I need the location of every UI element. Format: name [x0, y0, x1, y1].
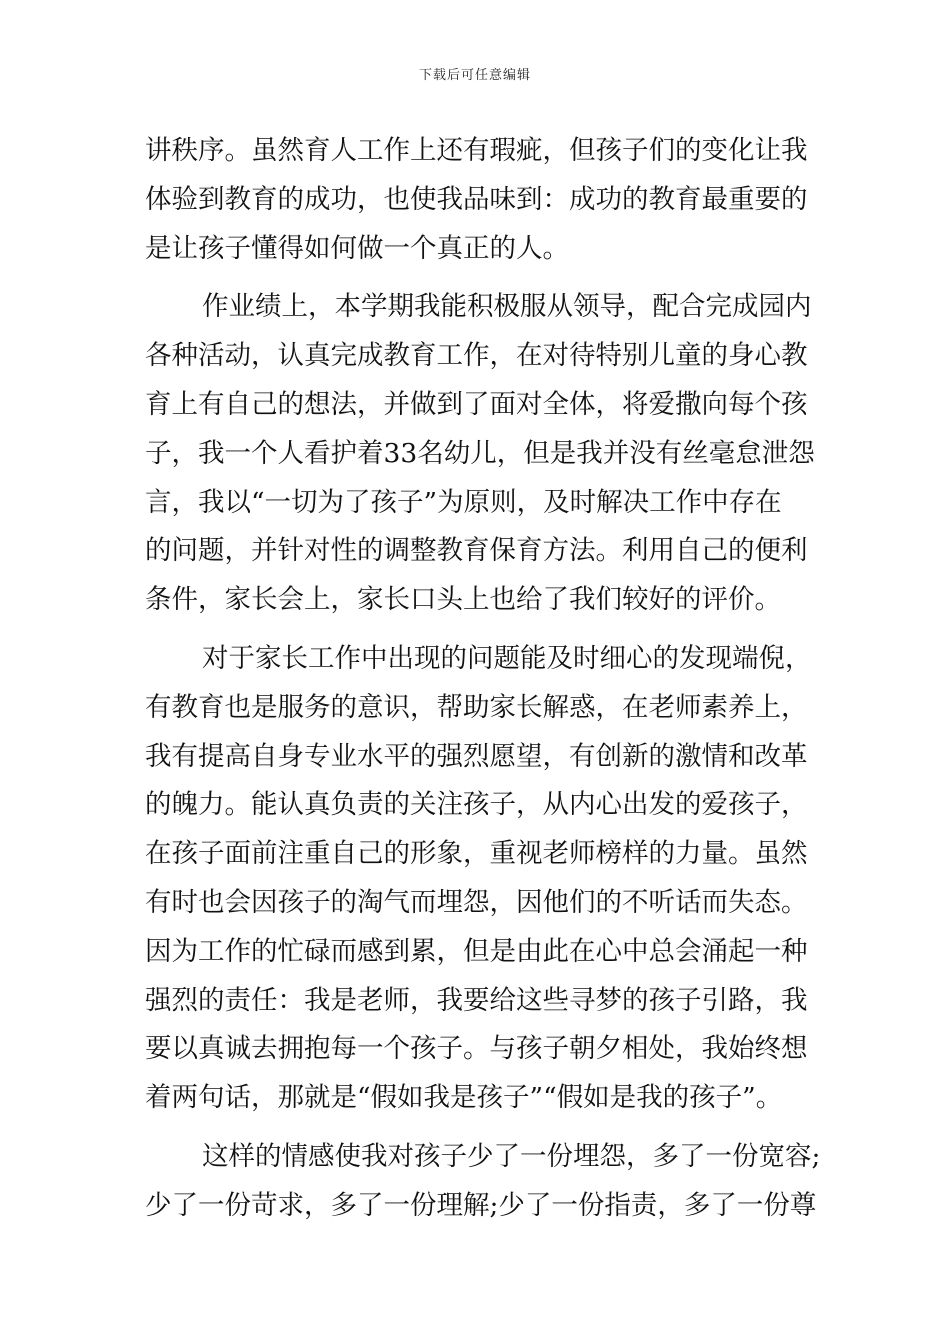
text-line: 因为工作的忙碌而感到累，但是由此在心中总会涌起一种 [145, 935, 808, 967]
document-body [145, 127, 821, 1231]
text-line: 着两句话，那就是“假如我是孩子”“假如是我的孩子”。 [145, 1082, 783, 1114]
paragraph-start-line: 这样的情感使我对孩子少了一份埋怨，多了一份宽容; [202, 1140, 821, 1172]
text-line: 条件，家长会上，家长口头上也给了我们较好的评价。 [145, 584, 781, 616]
text-line: 子，我一个人看护着33名幼儿，但是我并没有丝毫怠泄怨 [145, 437, 815, 469]
text-line: 有时也会因孩子的淘气而埋怨，因他们的不听话而失态。 [145, 886, 808, 918]
text-line: 有教育也是服务的意识，帮助家长解惑，在老师素养上， [145, 691, 808, 723]
text-line: 的魄力。能认真负责的关注孩子，从内心出发的爱孩子， [145, 789, 808, 821]
text-line: 强烈的责任：我是老师，我要给这些寻梦的孩子引路，我 [145, 984, 808, 1016]
text-line: 各种活动，认真完成教育工作，在对待特别儿童的身心教 [145, 340, 808, 372]
paragraph-start-line: 作业绩上，本学期我能积极服从领导，配合完成园内 [202, 291, 812, 323]
text-line: 言，我以“一切为了孩子”为原则，及时解决工作中存在 [145, 486, 782, 518]
text-line: 在孩子面前注重自己的形象，重视老师榜样的力量。虽然 [145, 838, 808, 870]
text-line: 体验到教育的成功，也使我品味到：成功的教育最重要的 [145, 183, 808, 215]
text-line: 少了一份苛求，多了一份理解;少了一份指责，多了一份尊 [145, 1189, 817, 1221]
paragraph-start-line: 对于家长工作中出现的问题能及时细心的发现端倪， [202, 642, 812, 674]
text-line: 讲秩序。虽然育人工作上还有瑕疵，但孩子们的变化让我 [145, 135, 808, 166]
text-line: 要以真诚去拥抱每一个孩子。与孩子朝夕相处，我始终想 [145, 1033, 808, 1065]
page-header: 下载后可任意编辑 [418, 68, 531, 83]
text-line: 的问题，并针对性的调整教育保育方法。利用自己的便利 [145, 535, 808, 567]
text-line: 育上有自己的想法，并做到了面对全体，将爱撒向每个孩 [145, 388, 808, 420]
text-line: 是让孩子懂得如何做一个真正的人。 [145, 232, 569, 264]
text-line: 我有提高自身专业水平的强烈愿望，有创新的激情和改革 [145, 740, 808, 772]
